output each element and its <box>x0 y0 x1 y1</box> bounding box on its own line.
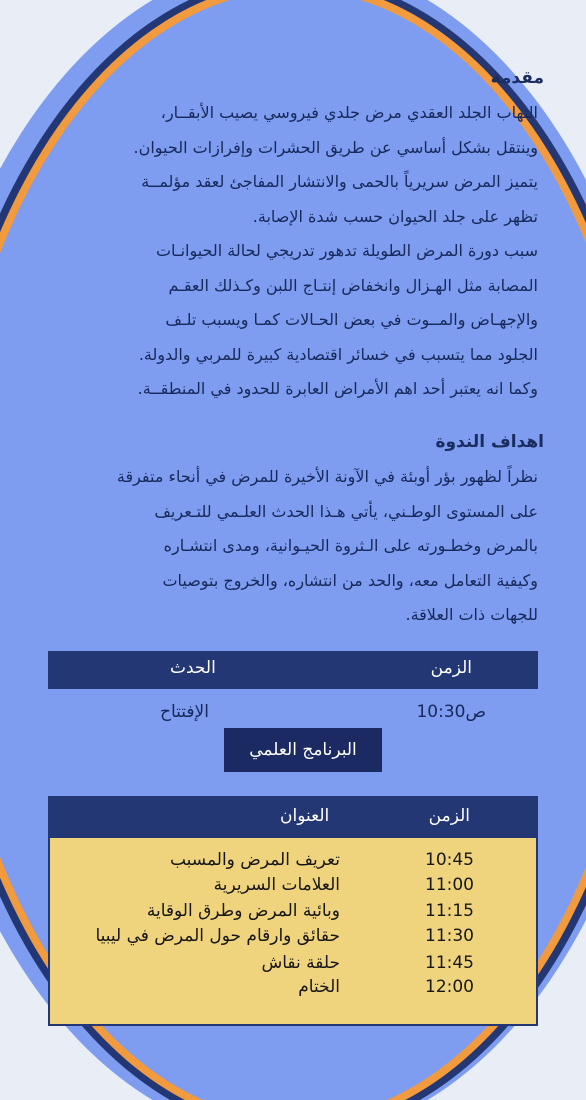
table-row <box>50 977 536 1001</box>
row-title: حلقة نقاش <box>261 953 340 973</box>
goals-line: على المستوى الوطـني، يأتي هـذا الحدث العلـمي للتـعريف <box>154 501 538 521</box>
intro-line: يتميز المرض سريرياً بالحمى والانتشار المفاجئ لعقد مؤلمــة <box>141 172 538 191</box>
goals-line: للجهات ذات العلاقة. <box>405 605 538 624</box>
program-table-header <box>50 798 536 838</box>
row-time: 11:00 <box>425 875 474 895</box>
schedule-header-time: الزمن <box>430 658 472 678</box>
row-time: 10:45 <box>425 850 474 870</box>
intro-line: وينتقل بشكل أساسي عن طريق الحشرات وإفرازات الحيوان. <box>133 137 538 157</box>
table-row <box>50 953 536 977</box>
table-row <box>50 901 536 925</box>
row-time: 11:45 <box>425 953 474 973</box>
table-row <box>50 875 536 899</box>
row-title: وبائية المرض وطرق الوقاية <box>146 901 340 921</box>
opening-event: الإفتتاح <box>160 702 209 722</box>
goals-title: اهداف الندوة <box>435 432 544 452</box>
intro-line: تظهر على جلد الحيوان حسب شدة الإصابة. <box>252 206 538 226</box>
schedule-header <box>48 651 538 689</box>
row-time: 12:00 <box>425 977 474 997</box>
row-title: العلامات السريرية <box>213 875 340 895</box>
intro-line: المصابة مثل الهـزال وانخفاض إنتـاج اللبن وكـذلك العقـم <box>168 275 538 295</box>
intro-line: وكما انه يعتبر أحد اهم الأمراض العابرة للحدود في المنطقــة. <box>137 379 538 398</box>
table-row <box>50 926 536 950</box>
row-title: تعريف المرض والمسبب <box>169 850 340 870</box>
program-table-body <box>50 838 536 1024</box>
intro-line: سبب دورة المرض الطويلة تدهور تدريجي لحالة الحيوانـات <box>155 241 538 260</box>
table-row <box>50 850 536 874</box>
intro-title: مقدمة <box>490 68 544 88</box>
program-header-time: الزمن <box>428 806 470 826</box>
intro-line: التهاب الجلد العقدي مرض جلدي فيروسي يصيب الأبقــار، <box>160 103 538 122</box>
goals-line: بالمرض وخطـورته على الـثروة الحيـوانية، ومدى انتشـاره <box>163 536 538 555</box>
goals-line: نظراً لظهور بؤر أوبئة في الآونة الأخيرة للمرض في أنحاء متفرقة <box>116 467 538 486</box>
scientific-program-badge: البرنامج العلمي <box>224 728 382 772</box>
intro-line: الجلود مما يتسبب في خسائر اقتصادية كبيرة للمربي والدولة. <box>138 344 538 364</box>
row-title: الختام <box>298 977 340 997</box>
intro-line: والإجهـاض والمــوت في بعض الحـالات كمـا ويسبب تلـف <box>165 310 538 329</box>
schedule-opening-row <box>48 700 538 730</box>
program-table <box>48 796 538 1026</box>
row-title: حقائق وارقام حول المرض في ليبيا <box>95 926 340 946</box>
goals-paragraph <box>28 460 538 633</box>
program-header-title: العنوان <box>280 806 330 826</box>
intro-paragraph-1 <box>28 96 538 407</box>
opening-time: 10:30ص <box>416 702 486 722</box>
goals-line: وكيفية التعامل معه، والحد من انتشاره، والخروج بتوصيات <box>162 570 538 590</box>
row-time: 11:15 <box>425 901 474 921</box>
schedule-header-event: الحدث <box>170 658 216 678</box>
row-time: 11:30 <box>425 926 474 946</box>
